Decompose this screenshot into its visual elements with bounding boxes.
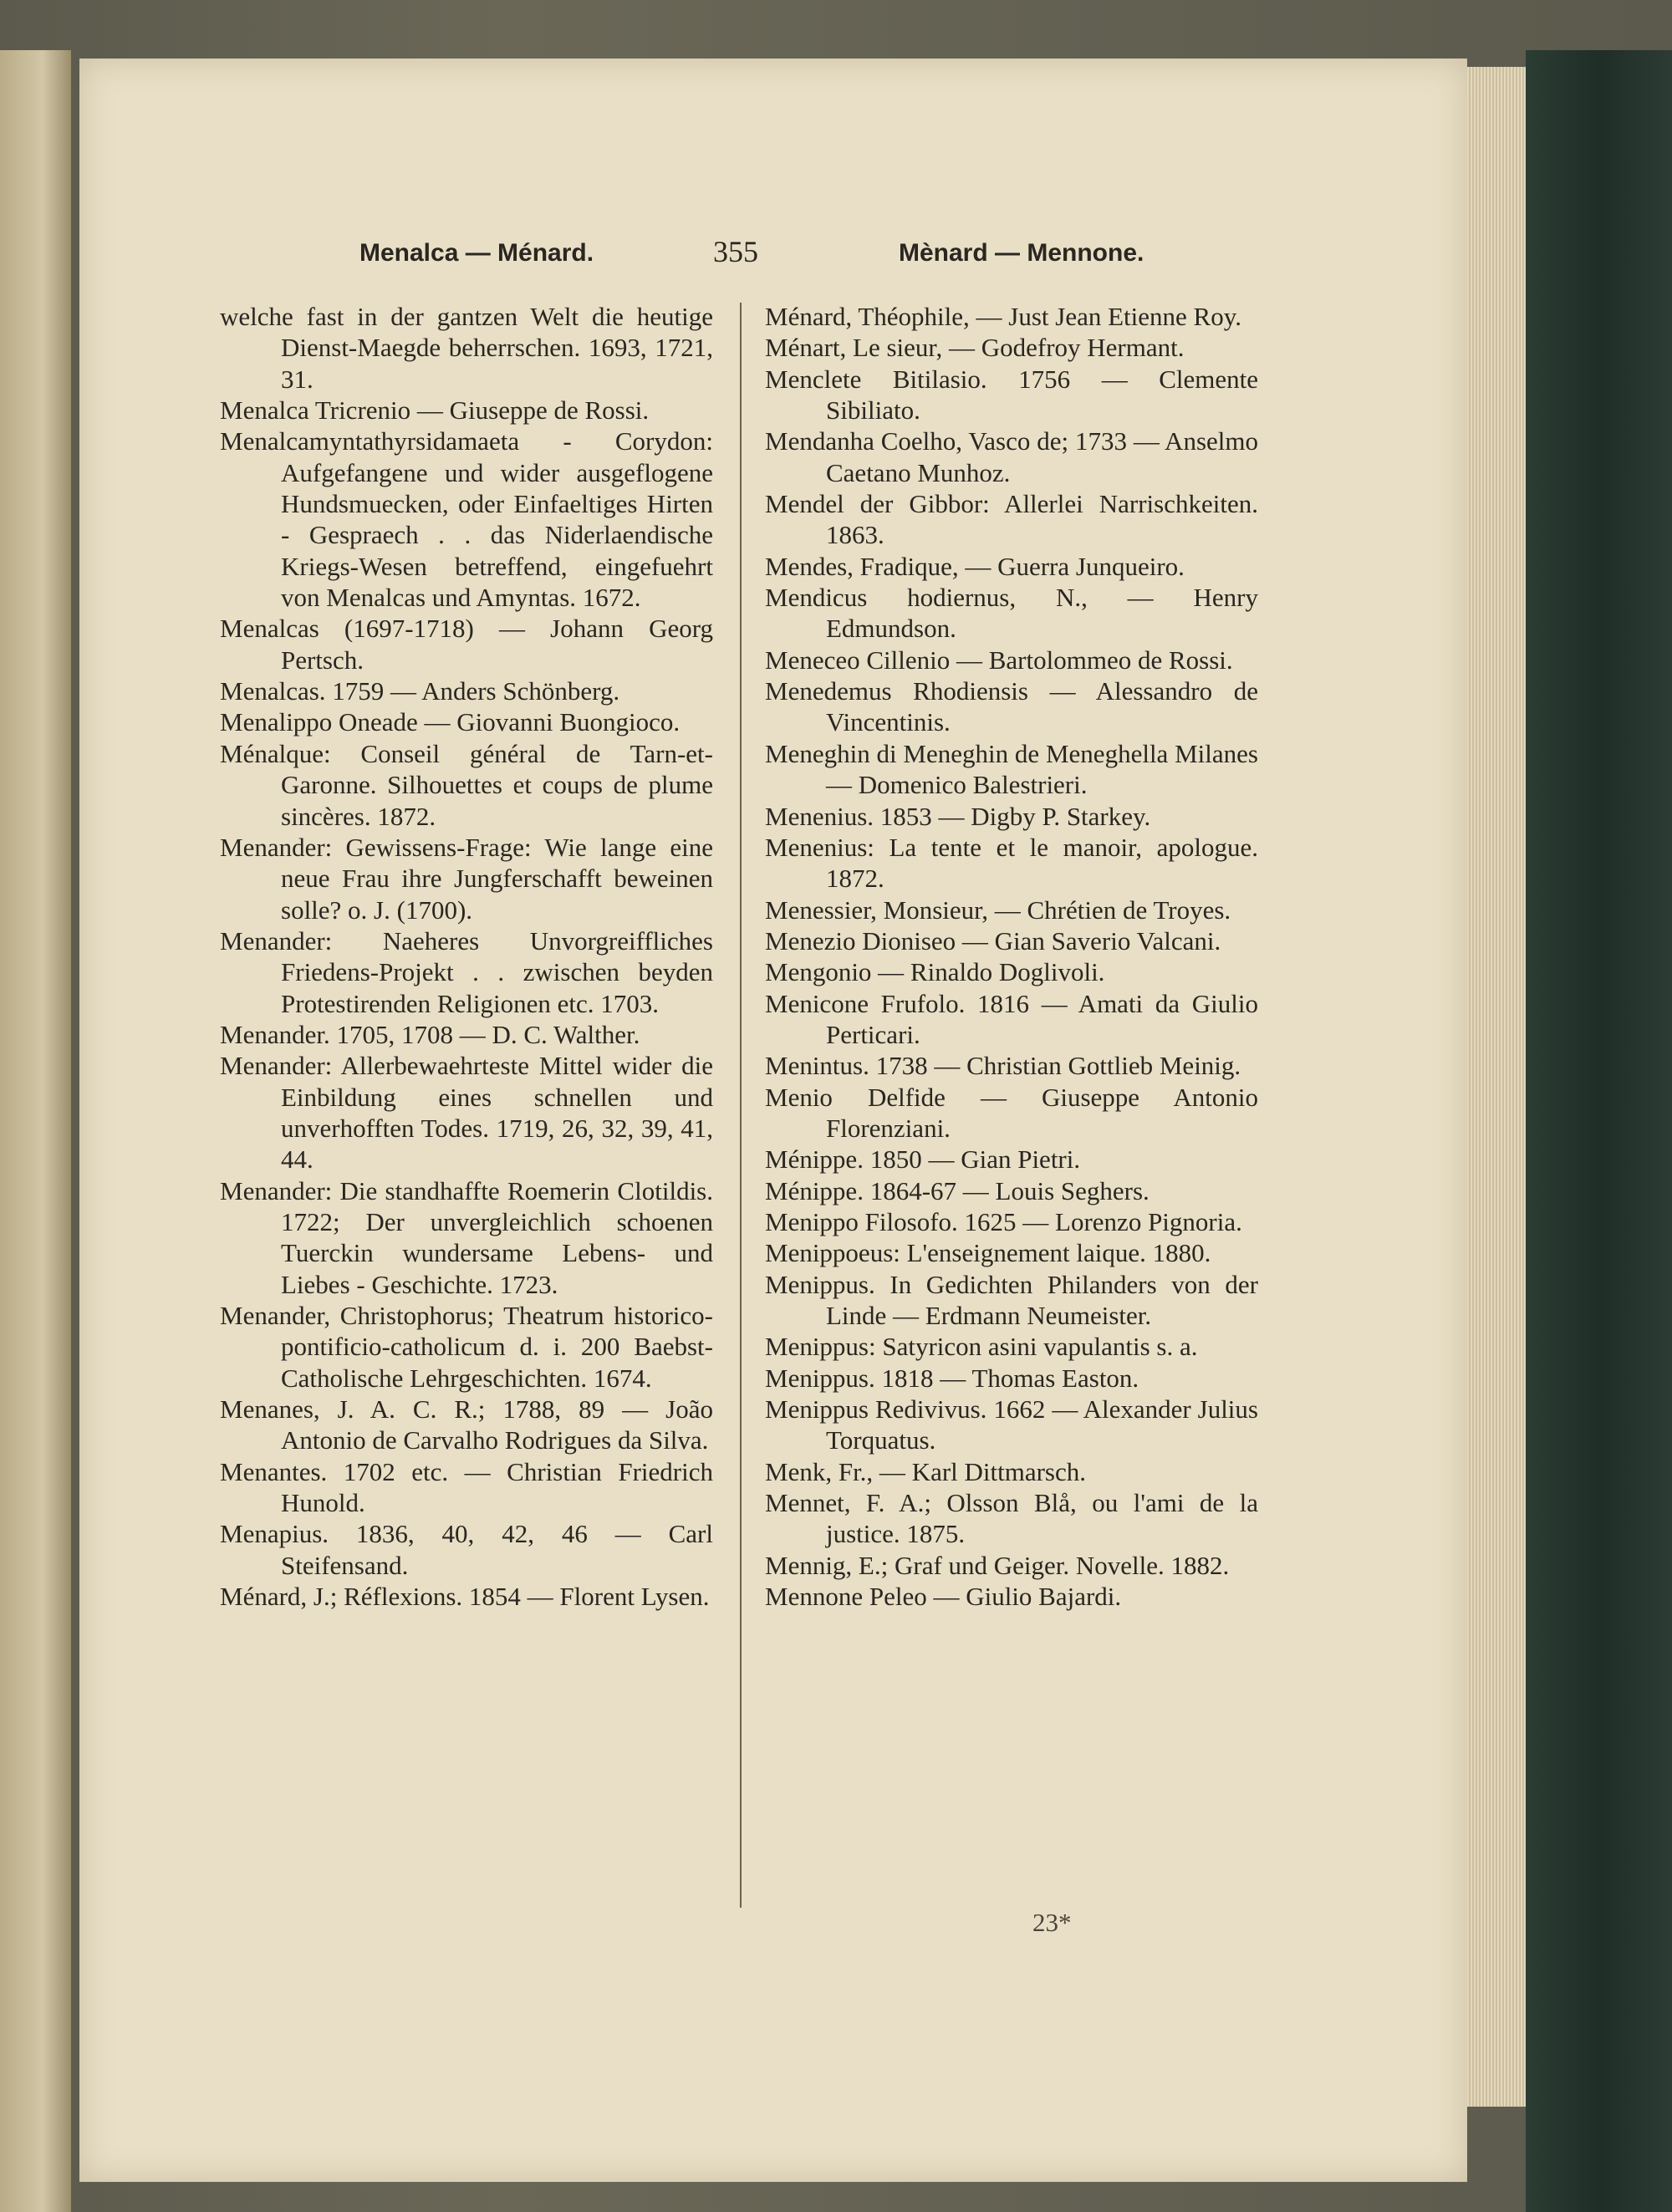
entry: Menippo Filosofo. 1625 — Lorenzo Pignoria. [765,1206,1242,1236]
running-head-left: Menalca — Ménard. [359,239,594,267]
entry: Meneghin di Meneghin de Meneghella Milanes — Domenico Balestrieri. [765,738,1258,800]
entry: Menalippo Oneade — Giovanni Buongioco. [220,707,681,737]
entry: Menezio Dioniseo — Gian Saverio Valcani. [765,925,1221,956]
entry: Menenius. 1853 — Digby P. Starkey. [765,801,1151,831]
entry: Ménippe. 1864-67 — Louis Seghers. [765,1175,1150,1205]
entry: Menippus Redivivus. 1662 — Alexander Julius Torquatus. [765,1394,1258,1455]
entry: Menio Delfide — Giuseppe Antonio Florenziani. [765,1082,1258,1143]
entry: Mennone Peleo — Giulio Bajardi. [765,1582,1122,1612]
entry: Menk, Fr., — Karl Dittmarsch. [765,1456,1087,1486]
entry: Menander: Gewissens-Frage: Wie lange eine neue Frau ihre Jungferschafft beweinen solle? o. J. (1700). [220,832,713,925]
left-column [220,301,713,1612]
entry: Menintus. 1738 — Christian Gottlieb Meinig. [765,1051,1241,1081]
running-head-right: Mènard — Mennone. [899,239,1144,267]
entry: Menander: Die standhaffte Roemerin Clotildis. 1722; Der unvergleichlich schoenen Tuerckin wundersame Lebens- und Liebes - Geschichte. 1723. [220,1175,713,1299]
entry: Menander. 1705, 1708 — D. C. Walther. [220,1019,640,1049]
entry: Ménard, Théophile, — Just Jean Etienne Roy. [765,302,1241,331]
entry: Ménippe. 1850 — Gian Pietri. [765,1144,1081,1175]
entry: Mendicus hodiernus, N., — Henry Edmundson. [765,583,1258,644]
entry: Meneceo Cillenio — Bartolommeo de Rossi. [765,645,1233,675]
entry: Menclete Bitilasio. 1756 — Clemente Sibiliato. [765,364,1258,426]
page-number: 355 [713,235,758,268]
entry: Mennet, F. A.; Olsson Blå, ou l'ami de la justice. 1875. [765,1488,1258,1549]
entry: Ménart, Le sieur, — Godefroy Hermant. [765,333,1185,363]
entry: Menippoeus: L'enseignement laique. 1880. [765,1238,1211,1268]
entry: Menicone Frufolo. 1816 — Amati da Giulio Perticari. [765,988,1258,1049]
entry: Mendes, Fradique, — Guerra Junqueiro. [765,551,1185,581]
entry: Menander, Christophorus; Theatrum historico-pontificio-catholicum d. i. 200 Baebst-Catholische Lehrgeschichten. 1674. [220,1301,713,1393]
entry: Ménalque: Conseil général de Tarn-et-Garonne. Silhouettes et coups de plume sincères. 1872. [220,738,713,831]
previous-page-edge [0,50,71,2212]
right-column [765,301,1258,1612]
signature-mark: 23* [1032,1908,1072,1937]
entry: Mengonio — Rinaldo Doglivoli. [765,957,1105,987]
book-cover [1526,50,1672,2212]
entry: Mennig, E.; Graf und Geiger. Novelle. 1882. [765,1550,1230,1580]
entry: Menalcas. 1759 — Anders Schönberg. [220,676,620,706]
entry: Mendanha Coelho, Vasco de; 1733 — Anselmo Caetano Munhoz. [765,426,1258,487]
entry: Menander: Naeheres Unvorgreiffliches Friedens-Projekt . . zwischen beyden Protestirenden Religionen etc. 1703. [220,925,713,1018]
entry: Menantes. 1702 etc. — Christian Friedrich Hunold. [220,1456,713,1518]
entry: Menessier, Monsieur, — Chrétien de Troyes. [765,894,1231,925]
column-divider [740,303,742,1908]
entry: welche fast in der gantzen Welt die heutige Dienst-Maegde beherrschen. 1693, 1721, 31. [220,302,713,394]
entry: Menippus. In Gedichten Philanders von der Linde — Erdmann Neumeister. [765,1269,1258,1330]
page-edges [1467,67,1526,2107]
entry: Menedemus Rhodiensis — Alessandro de Vincentinis. [765,676,1258,737]
entry: Menippus. 1818 — Thomas Easton. [765,1363,1139,1393]
entry: Menippus: Satyricon asini vapulantis s. a. [765,1332,1198,1362]
entry: Mendel der Gibbor: Allerlei Narrischkeiten. 1863. [765,489,1258,550]
entry: Menander: Allerbewaehrteste Mittel wider die Einbildung eines schnellen und unverhofften Todes. 1719, 26, 32, 39, 41, 44. [220,1051,713,1175]
entry: Menalca Tricrenio — Giuseppe de Rossi. [220,395,650,426]
entry: Menapius. 1836, 40, 42, 46 — Carl Steifensand. [220,1519,713,1580]
entry: Menenius: La tente et le manoir, apologue. 1872. [765,832,1258,894]
entry: Menalcas (1697-1718) — Johann Georg Pertsch. [220,614,713,675]
entry: Menalcamyntathyrsidamaeta - Corydon: Aufgefangene und wider ausgeflogene Hundsmuecken, oder Einfaeltiges Hirten - Gespraech . . das Niderlaendische Kriegs-Wesen betreffend, eingefuehrt von Menalcas und Amyntas. 1672. [220,426,713,613]
entry: Menanes, J. A. C. R.; 1788, 89 — João Antonio de Carvalho Rodrigues da Silva. [220,1394,713,1455]
entry: Ménard, J.; Réflexions. 1854 — Florent Lysen. [220,1582,710,1612]
